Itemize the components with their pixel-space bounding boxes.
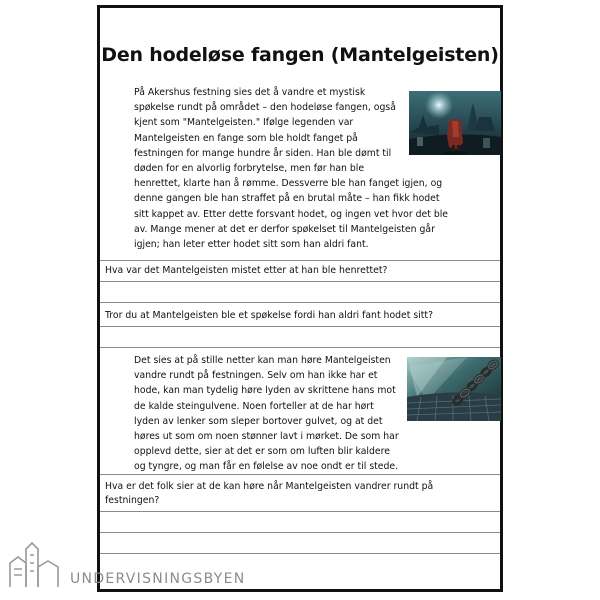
answer-line: [100, 511, 500, 512]
question-1: Hva var det Mantelgeisten mistet etter at han ble henrettet?: [105, 265, 388, 276]
brand-name: UNDERVISNINGSBYEN: [70, 571, 246, 587]
question-3: Hva er det folk sier at de kan høre når Mantelgeisten vandrer rundt på festningen?: [105, 481, 434, 506]
headless-ghost-illustration: [409, 91, 501, 155]
question-2: Tror du at Mantelgeisten ble et spøkelse fordi han aldri fant hodet sitt?: [105, 310, 434, 321]
answer-line: [100, 474, 500, 475]
story-paragraph-1: På Akershus festning sies det å vandre et mystisk spøkelse rundt på området – den hodeløse fangen, også kjent som "Mantelgeisten." Ifølge legenden var Mantelgeisten en fange som ble holdt fanget på festningen for mange hundre år siden. Han ble dømt til døden for en alvorlig forbrytelse, men før han ble henrettet, klarte han å rømme. Dessverre ble han fanget igjen, og denne gangen ble han straffet på en brutal måte – han fikk hodet sitt kappet av. Etter dette forsvant hodet, og ingen vet hvor det ble av. Mange mener at det er derfor spøkelset til Mantelgeisten går igjen; han leter etter hodet sitt som han aldri fant.: [134, 87, 449, 251]
story-paragraph-2: Det sies at på stille netter kan man høre Mantelgeisten vandre rundt på festningen. Selv om han ikke har et hode, kan man tydelig høre lyden av skrittene hans mot de kalde steingulvene. Noen forteller at de har hørt lyden av lenker som sleper bortover gulvet, og at det høres ut som om noen stønner lavt i mørket. De som har opplevd dette, sier at det er som om luften blir kaldere og tyngre, og man får en følelse av noe ondt er til stede.: [134, 355, 399, 473]
city-skyline-logo-icon: [8, 541, 68, 589]
answer-line: [100, 532, 500, 533]
answer-line: [100, 302, 500, 303]
answer-line: [100, 326, 500, 327]
answer-line: [100, 260, 500, 261]
worksheet-title: Den hodeløse fangen (Mantelgeisten): [101, 44, 499, 66]
chain-on-floor-illustration: [407, 357, 501, 421]
answer-line: [100, 553, 500, 554]
worksheet-page: [97, 5, 503, 592]
answer-line: [100, 281, 500, 282]
answer-line: [100, 347, 500, 348]
